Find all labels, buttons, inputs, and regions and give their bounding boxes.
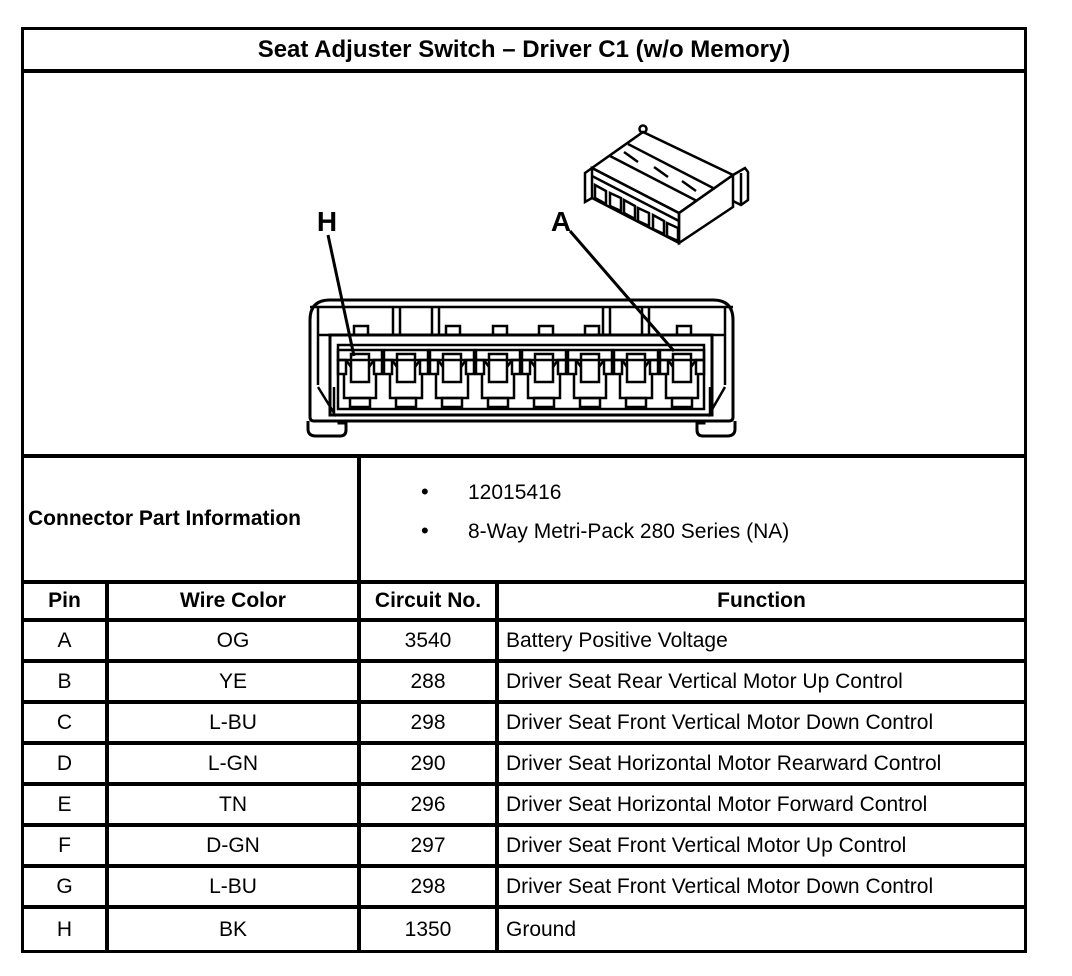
header-pin: Pin [48, 589, 81, 612]
wire-color-cell: OG [105, 622, 357, 659]
header-wire-color: Wire Color [105, 584, 357, 618]
pin-cell: A [57, 628, 72, 652]
connector-diagram [24, 73, 1024, 454]
pin-cell: E [57, 792, 72, 816]
connector-part-info-label: Connector Part Information [28, 507, 302, 530]
header-circuit-no: Circuit No. [357, 584, 495, 618]
connector-part-info-values [357, 458, 1024, 580]
connector-isometric-view [585, 126, 748, 244]
pin-a-label: A [550, 206, 572, 237]
wire-color-cell: D-GN [105, 827, 357, 864]
header-function: Function [495, 584, 1024, 618]
circuit-no-cell: 1350 [357, 909, 495, 950]
pin-cell: H [56, 917, 73, 941]
pin-h-label: H [316, 206, 338, 237]
page-frame [21, 27, 1027, 953]
terminal-cavities [338, 350, 704, 407]
circuit-no-cell: 3540 [357, 622, 495, 659]
connector-front-view [308, 300, 735, 436]
function-cell: Driver Seat Rear Vertical Motor Up Control [495, 663, 1024, 700]
wire-color-cell: BK [105, 909, 357, 950]
wire-color-cell: L-BU [105, 704, 357, 741]
pin-cell: D [56, 751, 73, 775]
function-cell: Ground [495, 909, 1024, 950]
function-cell: Battery Positive Voltage [495, 622, 1024, 659]
table-row [24, 868, 1024, 909]
wire-color-cell: TN [105, 786, 357, 823]
part-info-item [361, 512, 1024, 551]
table-row [24, 745, 1024, 786]
connector-diagram-section [24, 73, 1024, 458]
pin-cell: C [56, 710, 73, 734]
circuit-no-cell: 288 [357, 663, 495, 700]
circuit-no-cell: 298 [357, 868, 495, 905]
function-cell: Driver Seat Front Vertical Motor Down Control [495, 868, 1024, 905]
table-row [24, 663, 1024, 704]
table-row [24, 786, 1024, 827]
pin-cell: G [56, 874, 73, 898]
bullet-icon: • [421, 479, 429, 504]
table-row [24, 704, 1024, 745]
circuit-no-cell: 297 [357, 827, 495, 864]
function-cell: Driver Seat Horizontal Motor Forward Control [495, 786, 1024, 823]
pin-cell: B [57, 669, 72, 693]
function-cell: Driver Seat Front Vertical Motor Down Control [495, 704, 1024, 741]
circuit-no-cell: 298 [357, 704, 495, 741]
page-title: Seat Adjuster Switch – Driver C1 (w/o Memory) [24, 30, 1024, 73]
part-number: 12015416 [468, 481, 562, 504]
part-info-item [361, 473, 1024, 512]
table-row [24, 909, 1024, 950]
table-row [24, 622, 1024, 663]
pin-cell: F [58, 833, 71, 857]
bullet-icon: • [421, 518, 429, 543]
connector-part-info-row [24, 458, 1024, 584]
wire-color-cell: YE [105, 663, 357, 700]
pin-h-leader-line [328, 235, 354, 356]
circuit-no-cell: 290 [357, 745, 495, 782]
pin-table-header [24, 584, 1024, 622]
function-cell: Driver Seat Front Vertical Motor Up Control [495, 827, 1024, 864]
wire-color-cell: L-GN [105, 745, 357, 782]
circuit-no-cell: 296 [357, 786, 495, 823]
part-series: 8-Way Metri-Pack 280 Series (NA) [468, 520, 790, 543]
mounting-feet [308, 421, 735, 436]
wire-color-cell: L-BU [105, 868, 357, 905]
table-row [24, 827, 1024, 868]
function-cell: Driver Seat Horizontal Motor Rearward Control [495, 745, 1024, 782]
